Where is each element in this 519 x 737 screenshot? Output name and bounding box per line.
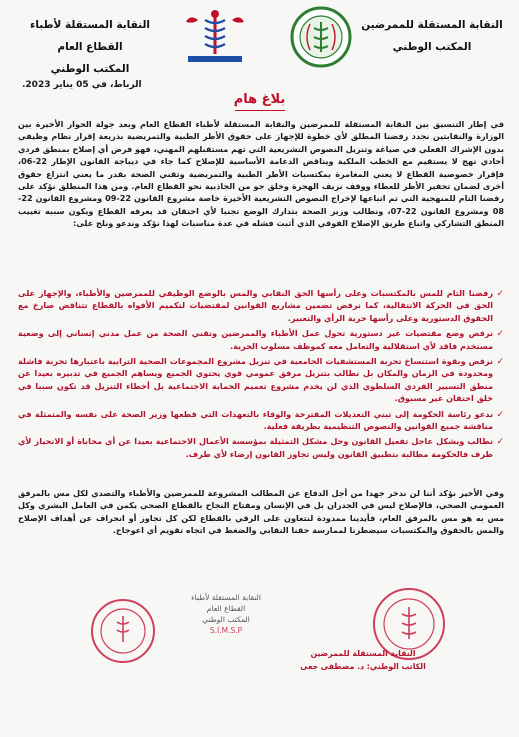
doctors-union-stamp-icon bbox=[90, 598, 156, 664]
header-nurses-union bbox=[357, 14, 507, 58]
demands-list bbox=[18, 287, 504, 463]
header-right-title: النقابة المستقلة للممرضين bbox=[361, 19, 503, 31]
intro-paragraph: في إطار التنسيق بين النقابة المستقلة للممرضين والنقابة المستقلة لأطباء القطاع العام وبعد جولة الحوار الأخيرة بين الوزارة والنقابتين نجدد رفضنا المطلق لأي خطوة للإجهاز على حقوق الأطر الطبية والتمريضية بذريعة إقرار نظام وظيفي بدون الإشراك الفعلي في صياغة وتنزيل النصوص التشريعية التي تهم مستقبلهم المهني، فهو فرض أي إصلاح بمنطق فردي أحادي نهج لا يستقيم مع الخطب الملكية ويناقض الدعامة الأساسية للإصلاح كما جاء في ديباجة القانون الإطار 22-06، فإقرار خصوصية القطاع لا يعني المغامرة بمكتسبات الأطر الطبية والتمريضية وتقني الصحة بقدر ما يعني انتزاع حقوق أخرى لضمان تحفيز الأطر للعطاء ووقف نزيف الهجرة وخلق جو من الجاذبية نحو القطاع العام. ومن هذا المنطلق نؤكد على رفضنا التام للمنهجية التي تم اتباعها لإخراج النصوص التشريعية الأخيرة خاصة مشروع القانون 22-09 ومشروع القانون 22-08 ومشروع القانون 22-07، ونطالب وزير الصحة بتدارك الوضع تجنبا لأي احتقان قد يعرفه القطاع ويكون سببه تغييب المنطق التشاركي واتباع طريق الإصلاح الفوقي الذي أثبت فشله في عدة مناسبات لهذا نؤكد وندعو ونلح على: bbox=[18, 119, 504, 229]
nurses-union-signature: النقابة المستقلة للممرضين الكاتب الوطني: د. مصطفى جعى bbox=[300, 649, 426, 671]
check-icon: ✓ bbox=[496, 409, 504, 420]
document-title: بلاغ هام bbox=[233, 92, 286, 107]
demand-item: ✓ ندعو رئاسة الحكومة إلى تبني التعديلات المقترحة والوفاء بالتعهدات التي قطعها وزير الصحة على نفسه والمتمثلة في مناقشة جميع القوانين والنصوص التنظيمية بطريقة فعلية. bbox=[18, 408, 504, 432]
demand-item: ✓ نرفض وضع مقتضيات غير دستورية تحول عمل الأطباء والممرضين وتقني الصحة من عمل مدني إنساني إلى وضعية مستخدم فاقد لأي استقلالية والتعامل معه كموظف مسلوب الحرية. bbox=[18, 328, 504, 351]
header-left-subtitle: المكتب الوطني bbox=[50, 63, 130, 75]
doctors-union-logo-icon bbox=[180, 8, 250, 66]
demand-item: ✓ رفضنا التام للمس بالمكتسبات وعلى رأسها الحق النقابي والمس بالوضع الوظيفي للممرضين والأطباء، والإجهاز على الحق في الحركة الانتقالية، كما نرفض تضمين مشاريع القوانين لمقتضيات لتكميم الأفواه بالقطاع تتناقض صارخ مع الحقوق الدستورية وعلى رأسها حرية الرأي والتعبير. bbox=[18, 288, 504, 323]
check-icon: ✓ bbox=[496, 357, 504, 368]
header-right-subtitle: المكتب الوطني bbox=[392, 41, 472, 53]
closing-paragraph: وفي الأخير نؤكد أننا لن ندخر جهدا من أجل الدفاع عن المطالب المشروعة للممرضين والأطباء والتصدي لكل مس بالمرفق العمومي الصحي، فالإصلاح ليس في الجدران بل في الإنسان ومفتاح النجاح بالقطاع الصحي يكمن في العامل البشري وكل مس به هو مس بالمرفق العام، فأيدينا ممدودة لنتعاون على الرقي بالقطاع لكن كل تجاوز أو انحراف عن أهداف الإصلاح والمس بالحقوق والمكتسبات سيضطرنا لممارسة حقنا النقابي والضغط في اتجاه تقويم أي اعوجاج. bbox=[18, 488, 504, 536]
doctors-union-signature: النقابة المستقلة لأطباء القطاع العام المكتب الوطني S.I.M.S.P bbox=[191, 593, 261, 635]
header-left-title: النقابة المستقلة لأطباء القطاع العام bbox=[29, 19, 151, 53]
document-date: الرباط، في 05 يناير 2023. bbox=[22, 80, 142, 90]
check-icon: ✓ bbox=[496, 329, 504, 340]
nurses-union-logo-icon bbox=[290, 6, 352, 68]
title-underline bbox=[235, 110, 285, 111]
demand-item: ✓ نطالب ويشكل عاجل تفعيل القانون وحل مشكل التمثيلة بمؤسسة الأعمال الاجتماعية بعيدا عن أي محاباة أو الانحياز لأي طرف فالحكومة مطالبة بتطبيق القانون وليس تجاوز القانون إرضاء لأي طرف. bbox=[18, 436, 504, 459]
header-doctors-union bbox=[10, 14, 170, 80]
demand-item: ✓ نرفض وبقوة استنساخ تجربة المستشفيات الجامعية في تنزيل مشروع المجموعات الصحية الترابية باعتبارها تجربة فاشلة ومحدودة في الزمان والمكان بل نطالب بتنزيل مرفق عمومي قوي يحتوي الجميع ويساهم الجميع في تدبيره بعيدا عن منطق التسيير الفردي السلطوي الذي لن يخدم مشروع تعميم الحماية الاجتماعية بل أخطاء التنزيل قد تكون سببا في خلق احتقان غير مسبوق. bbox=[18, 356, 504, 404]
check-icon: ✓ bbox=[496, 289, 504, 299]
check-icon: ✓ bbox=[496, 437, 504, 448]
